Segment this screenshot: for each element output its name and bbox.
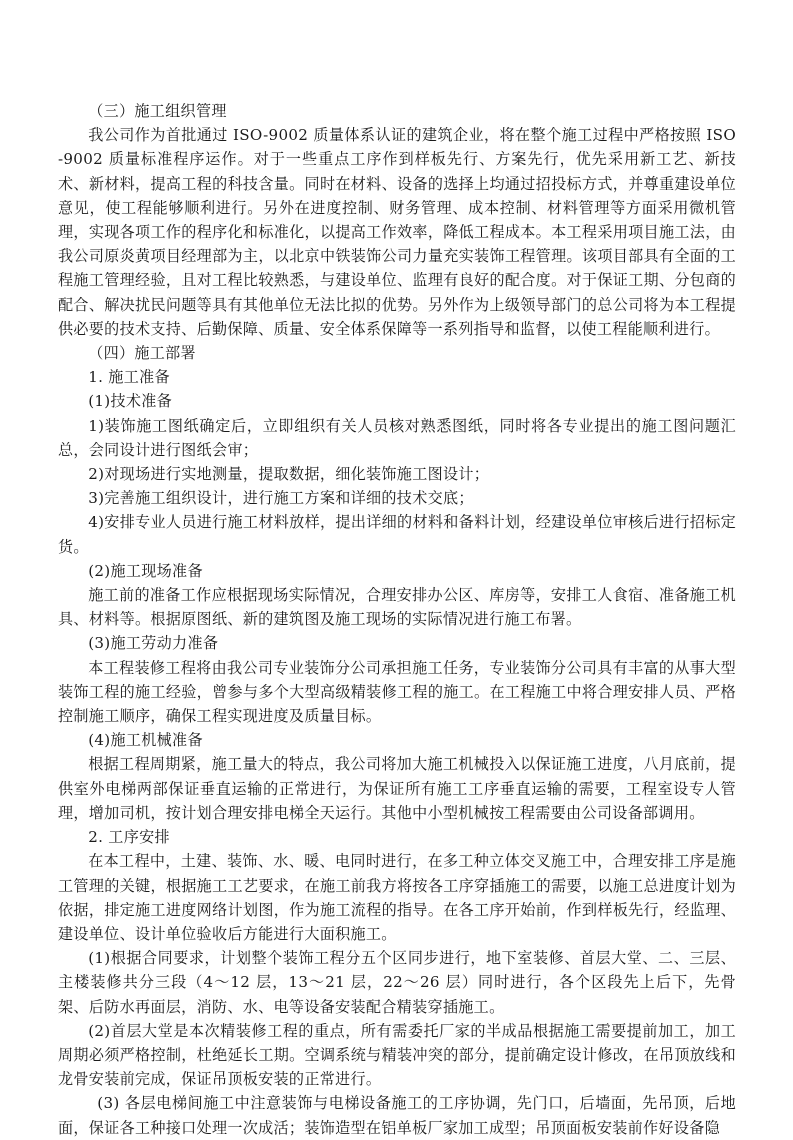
paragraph-iso9002-quality-system: 我公司作为首批通过 ISO-9002 质量体系认证的建筑企业，将在整个施工过程中严格按照 ISO-9002 质量标准程序运作。对于一些重点工序作到样板先行、方案先行，优先采用新工艺、新技术、新材料，提高工程的科技含量。同时在材料、设备的选择上均通过招投标方式，并尊重建设单位意见，使工程能够顺利进行。另外在进度控制、财务管理、成本控制、材料管理等方面采用微机管理，实现各项工作的程序化和标准化，以提高工作效率，降低工程成本。本工程采用项目施工法，由我公司原炎黄项目经理部为主，以北京中铁装饰公司力量充实装饰工程管理。该项目部具有全面的工程施工管理经验，且对工程比较熟悉，与建设单位、监理有良好的配合度。对于保证工期、分包商的配合、解决扰民问题等具有其他单位无法比拟的优势。另外作为上级领导部门的总公司将为本工程提供必要的技术支持、后勤保障、质量、安全体系保障等一系列指导和监督，以使工程能顺利进行。 bbox=[58, 126, 736, 338]
subheading-construction-preparation: 1. 施工准备 bbox=[88, 368, 170, 387]
subheading-labor-preparation: (3)施工劳动力准备 bbox=[88, 634, 219, 653]
paragraph-process-item-2: (2)首层大堂是本次精装修工程的重点，所有需委托厂家的半成品根据施工需要提前加工，加工周期必须严格控制，杜绝延长工期。空调系统与精装冲突的部分，提前确定设计修改，在吊顶放线和龙骨安装前完成，保证吊顶板安装的正常进行。 bbox=[58, 1021, 736, 1089]
paragraph-process-arrangement-body: 在本工程中，土建、装饰、水、暖、电同时进行，在多工种立体交叉施工中，合理安排工序是施工管理的关键，根据施工工艺要求，在施工前我方将按各工序穿插施工的需要，以施工总进度计划为依据，排定施工进度网络计划图，作为施工流程的指导。在各工序开始前，作到样板先行，经监理、建设单位、设计单位验收后方能进行大面积施工。 bbox=[58, 852, 736, 943]
paragraph-site-preparation-body: 施工前的准备工作应根据现场实际情况，合理安排办公区、库房等，安排工人食宿、准备施工机具、材料等。根据原图纸、新的建筑图及施工现场的实际情况进行施工布署。 bbox=[58, 586, 736, 629]
paragraph-tech-prep-item-2: 2)对现场进行实地测量，提取数据，细化装饰施工图设计； bbox=[88, 465, 490, 484]
paragraph-tech-prep-item-3: 3)完善施工组织设计，进行施工方案和详细的技术交底； bbox=[88, 489, 474, 508]
paragraph-process-item-1: (1)根据合同要求，计划整个装饰工程分五个区同步进行，地下室装修、首层大堂、二、三层、主楼装修共分三段（4～12 层，13～21 层，22～26 层）同时进行，各个区段先上后下，先骨架、后防水再面层，消防、水、电等设备安装配合精装穿插施工。 bbox=[58, 949, 736, 1016]
document-text-column bbox=[58, 99, 736, 1140]
subheading-site-preparation: (2)施工现场准备 bbox=[88, 561, 203, 580]
paragraph-tech-prep-item-4: 4)安排专业人员进行施工材料放样，提出详细的材料和备料计划，经建设单位审核后进行招标定货。 bbox=[58, 513, 736, 556]
paragraph-process-item-3: (3) 各层电梯间施工中注意装饰与电梯设备施工的工序协调，先门口，后墙面，先吊顶，后地面，保证各工种接口处理一次成活；装饰造型在铝单板厂家加工成型；吊顶面板安装前作好设备隐 bbox=[58, 1094, 736, 1137]
paragraph-tech-prep-item-1: 1)装饰施工图纸确定后，立即组织有关人员核对熟悉图纸，同时将各专业提出的施工图问题汇总，会同设计进行图纸会审； bbox=[58, 416, 736, 459]
subheading-process-arrangement: 2. 工序安排 bbox=[88, 828, 170, 847]
section-heading-construction-deployment: （四）施工部署 bbox=[88, 344, 196, 363]
paragraph-labor-preparation-body: 本工程装修工程将由我公司专业装饰分公司承担施工任务，专业装饰分公司具有丰富的从事大型装饰工程的施工经验，曾参与多个大型高级精装修工程的施工。在工程施工中将合理安排人员、严格控制施工顺序，确保工程实现进度及质量目标。 bbox=[58, 658, 736, 726]
section-heading-construction-organization-management: （三）施工组织管理 bbox=[88, 102, 227, 120]
paragraph-machinery-preparation-body: 根据工程周期紧，施工量大的特点，我公司将加大施工机械投入以保证施工进度，八月底前，提供室外电梯两部保证垂直运输的正常进行，为保证所有施工工序垂直运输的需要，工程室设专人管理，增加司机，按计划合理安排电梯全天运行。其他中小型机械按工程需要由公司设备部调用。 bbox=[58, 755, 736, 822]
subheading-technical-preparation: (1)技术准备 bbox=[88, 392, 173, 411]
subheading-machinery-preparation: (4)施工机械准备 bbox=[88, 731, 203, 750]
